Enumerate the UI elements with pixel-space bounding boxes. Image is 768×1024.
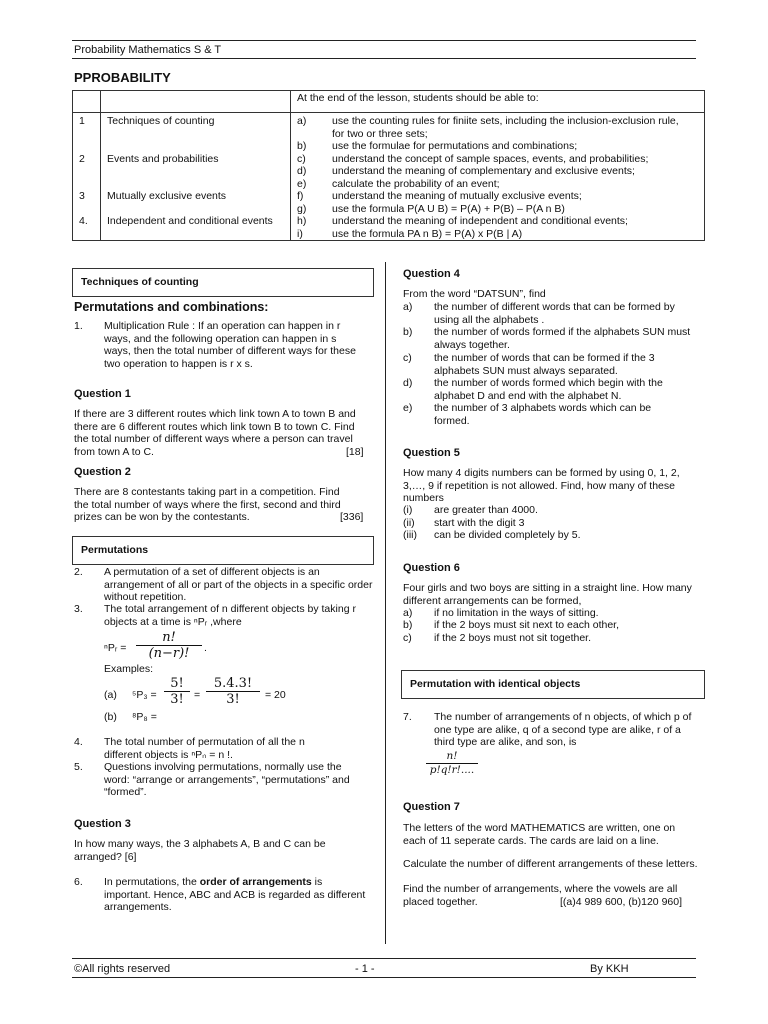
question-2-title: Question 2 [74, 466, 131, 478]
para-3: The total arrangement of n different objects by taking r objects at a time is ⁿPᵣ ,where [104, 603, 356, 628]
question-4-title: Question 4 [403, 268, 460, 280]
header-title: Probability Mathematics S & T [74, 44, 222, 56]
examples-label: Examples: [104, 663, 154, 675]
npr-lhs: ⁿPᵣ = [104, 642, 127, 654]
question-7-answer: [(a)4 989 600, (b)120 960] [560, 896, 683, 908]
question-2-text: There are 8 contestants taking part in a competition. Find the total number of ways where the first, second and third prizes can be won by the contestants. [74, 486, 341, 523]
para-5: Questions involving permutations, normally use the word: “arrange or arrangements”, “permutations” and “formed”. [104, 761, 350, 798]
objective-items: a) use the counting rules for finiite sets, including the inclusion-exclusion rule, for two or three sets; b) use the formulae for permutations and combinations; c) understand the concept of sample spaces, events, and probabilities; d) understand the meaning of complementary and exclusive events; e) calculate the probability of an event; f) understand the meaning of mutually exclusive events; g) use the formula P(A U B) = P(A) + P(B) – P(A n B) h) understand the meaning of independent and conditional events; i) use the formula PA n B) = P(A) x P(B | A) [291, 113, 705, 241]
para-7-fraction: $\frac{n!}{p!q!r!....}$ [426, 750, 478, 777]
question-6-title: Question 6 [403, 562, 460, 574]
header-rule-top [72, 40, 696, 41]
question-1-text: If there are 3 different routes which link town A to town B and there are 6 different routes which link town B to town C. Find the total number of different ways where a person can travel from town A to C. [74, 408, 356, 458]
topic-3: Mutually exclusive events [107, 190, 227, 202]
npr-fraction: $\frac{n!}{(n-r)!}$ [136, 630, 202, 661]
question-5-text: How many 4 digits numbers can be formed by using 0, 1, 2, 3,…, 9 if repetition is not allowed. Find, how many of these numbers [403, 467, 680, 504]
question-6-item-b: if the 2 boys must sit next to each other, [434, 619, 620, 631]
question-5-item-ii: start with the digit 3 [434, 517, 525, 529]
question-7-text-3: Find the number of arrangements, where the vowels are all placed together. [403, 883, 678, 908]
objectives-table [72, 90, 705, 241]
column-divider [385, 262, 386, 944]
header-rule-bottom [72, 58, 696, 59]
question-5-item-i: are greater than 4000. [434, 504, 538, 516]
question-7-text-1: The letters of the word MATHEMATICS are written, one on each of 11 seperate cards. The cards are laid on a line. [403, 822, 676, 847]
para-4: The total number of permutation of all the n different objects is ⁿPₙ = n !. [104, 736, 305, 761]
topic-4: Independent and conditional events [107, 215, 273, 227]
question-6-item-a: if no limitation in the ways of sitting. [434, 607, 599, 619]
question-4-item-d: the number of words formed which begin with the alphabet D and end with the alphabet N. [434, 377, 663, 402]
section-box-permutations: Permutations [72, 536, 374, 565]
footer-page-number: - 1 - [355, 963, 375, 975]
section-box-identical-objects: Permutation with identical objects [401, 670, 705, 699]
objectives-intro: At the end of the lesson, students should be able to: [291, 91, 705, 113]
question-5-item-iii: can be divided completely by 5. [434, 529, 581, 541]
topic-labels [101, 113, 291, 241]
question-7-title: Question 7 [403, 801, 460, 813]
footer-author: By KKH [590, 963, 629, 975]
question-4-intro: From the word “DATSUN”, find [403, 288, 546, 300]
question-6-item-c: if the 2 boys must not sit together. [434, 632, 592, 644]
question-7-text-2: Calculate the number of different arrangements of these letters. [403, 858, 698, 870]
para-1: Multiplication Rule : If an operation can happen in r ways, and the following operation can happen in s ways, then the total number of different ways for these two operation to happen is r x s. [104, 320, 356, 370]
footer-rule-top [72, 958, 696, 959]
question-4-item-a: the number of different words that can be formed by using all the alphabets . [434, 301, 675, 326]
question-4-item-b: the number of words formed if the alphabets SUN must always together. [434, 326, 691, 351]
example-a-lhs: ⁵P₃ = [132, 689, 157, 701]
question-3-title: Question 3 [74, 818, 131, 830]
example-a-frac-2: $\frac{5.4.3!}{3!}$ [206, 676, 260, 707]
page-title: PPROBABILITY [74, 70, 171, 85]
para-2: A permutation of a set of different objects is an arrangement of all or part of the objects in a specific order without repetition. [104, 566, 373, 603]
question-5-title: Question 5 [403, 447, 460, 459]
para-6: In permutations, the order of arrangements is important. Hence, ABC and ACB is regarded as different arrangements. [104, 876, 366, 913]
question-3-text: In how many ways, the 3 alphabets A, B and C can be arranged? [6] [74, 838, 326, 863]
footer-copyright: ©All rights reserved [74, 963, 171, 975]
subheading-permutations-combinations: Permutations and combinations: [74, 300, 269, 314]
question-4-item-e: the number of 3 alphabets words which can be formed. [434, 402, 652, 427]
question-1-title: Question 1 [74, 388, 131, 400]
section-box-techniques: Techniques of counting [72, 268, 374, 297]
question-6-text: Four girls and two boys are sitting in a straight line. How many different arrangements can be formed, [403, 582, 692, 607]
question-2-answer: [336] [340, 511, 364, 523]
topic-2: Events and probabilities [107, 153, 219, 165]
question-4-item-c: the number of words that can be formed if the 3 alphabets SUN must always separated. [434, 352, 655, 377]
example-a-result: = 20 [265, 689, 286, 701]
topic-1: Techniques of counting [107, 115, 215, 127]
para-7: The number of arrangements of n objects, of which p of one type are alike, q of a second type are alike, r of a third type are alike, and son, is [434, 711, 692, 748]
example-a-frac-1: $\frac{5!}{3!}$ [164, 676, 190, 707]
question-1-answer: [18] [346, 446, 364, 458]
footer-rule-bottom [72, 977, 696, 978]
example-b-lhs: ⁸P₈ = [132, 711, 157, 723]
topic-numbers: 1 2 3 4. [73, 113, 101, 241]
